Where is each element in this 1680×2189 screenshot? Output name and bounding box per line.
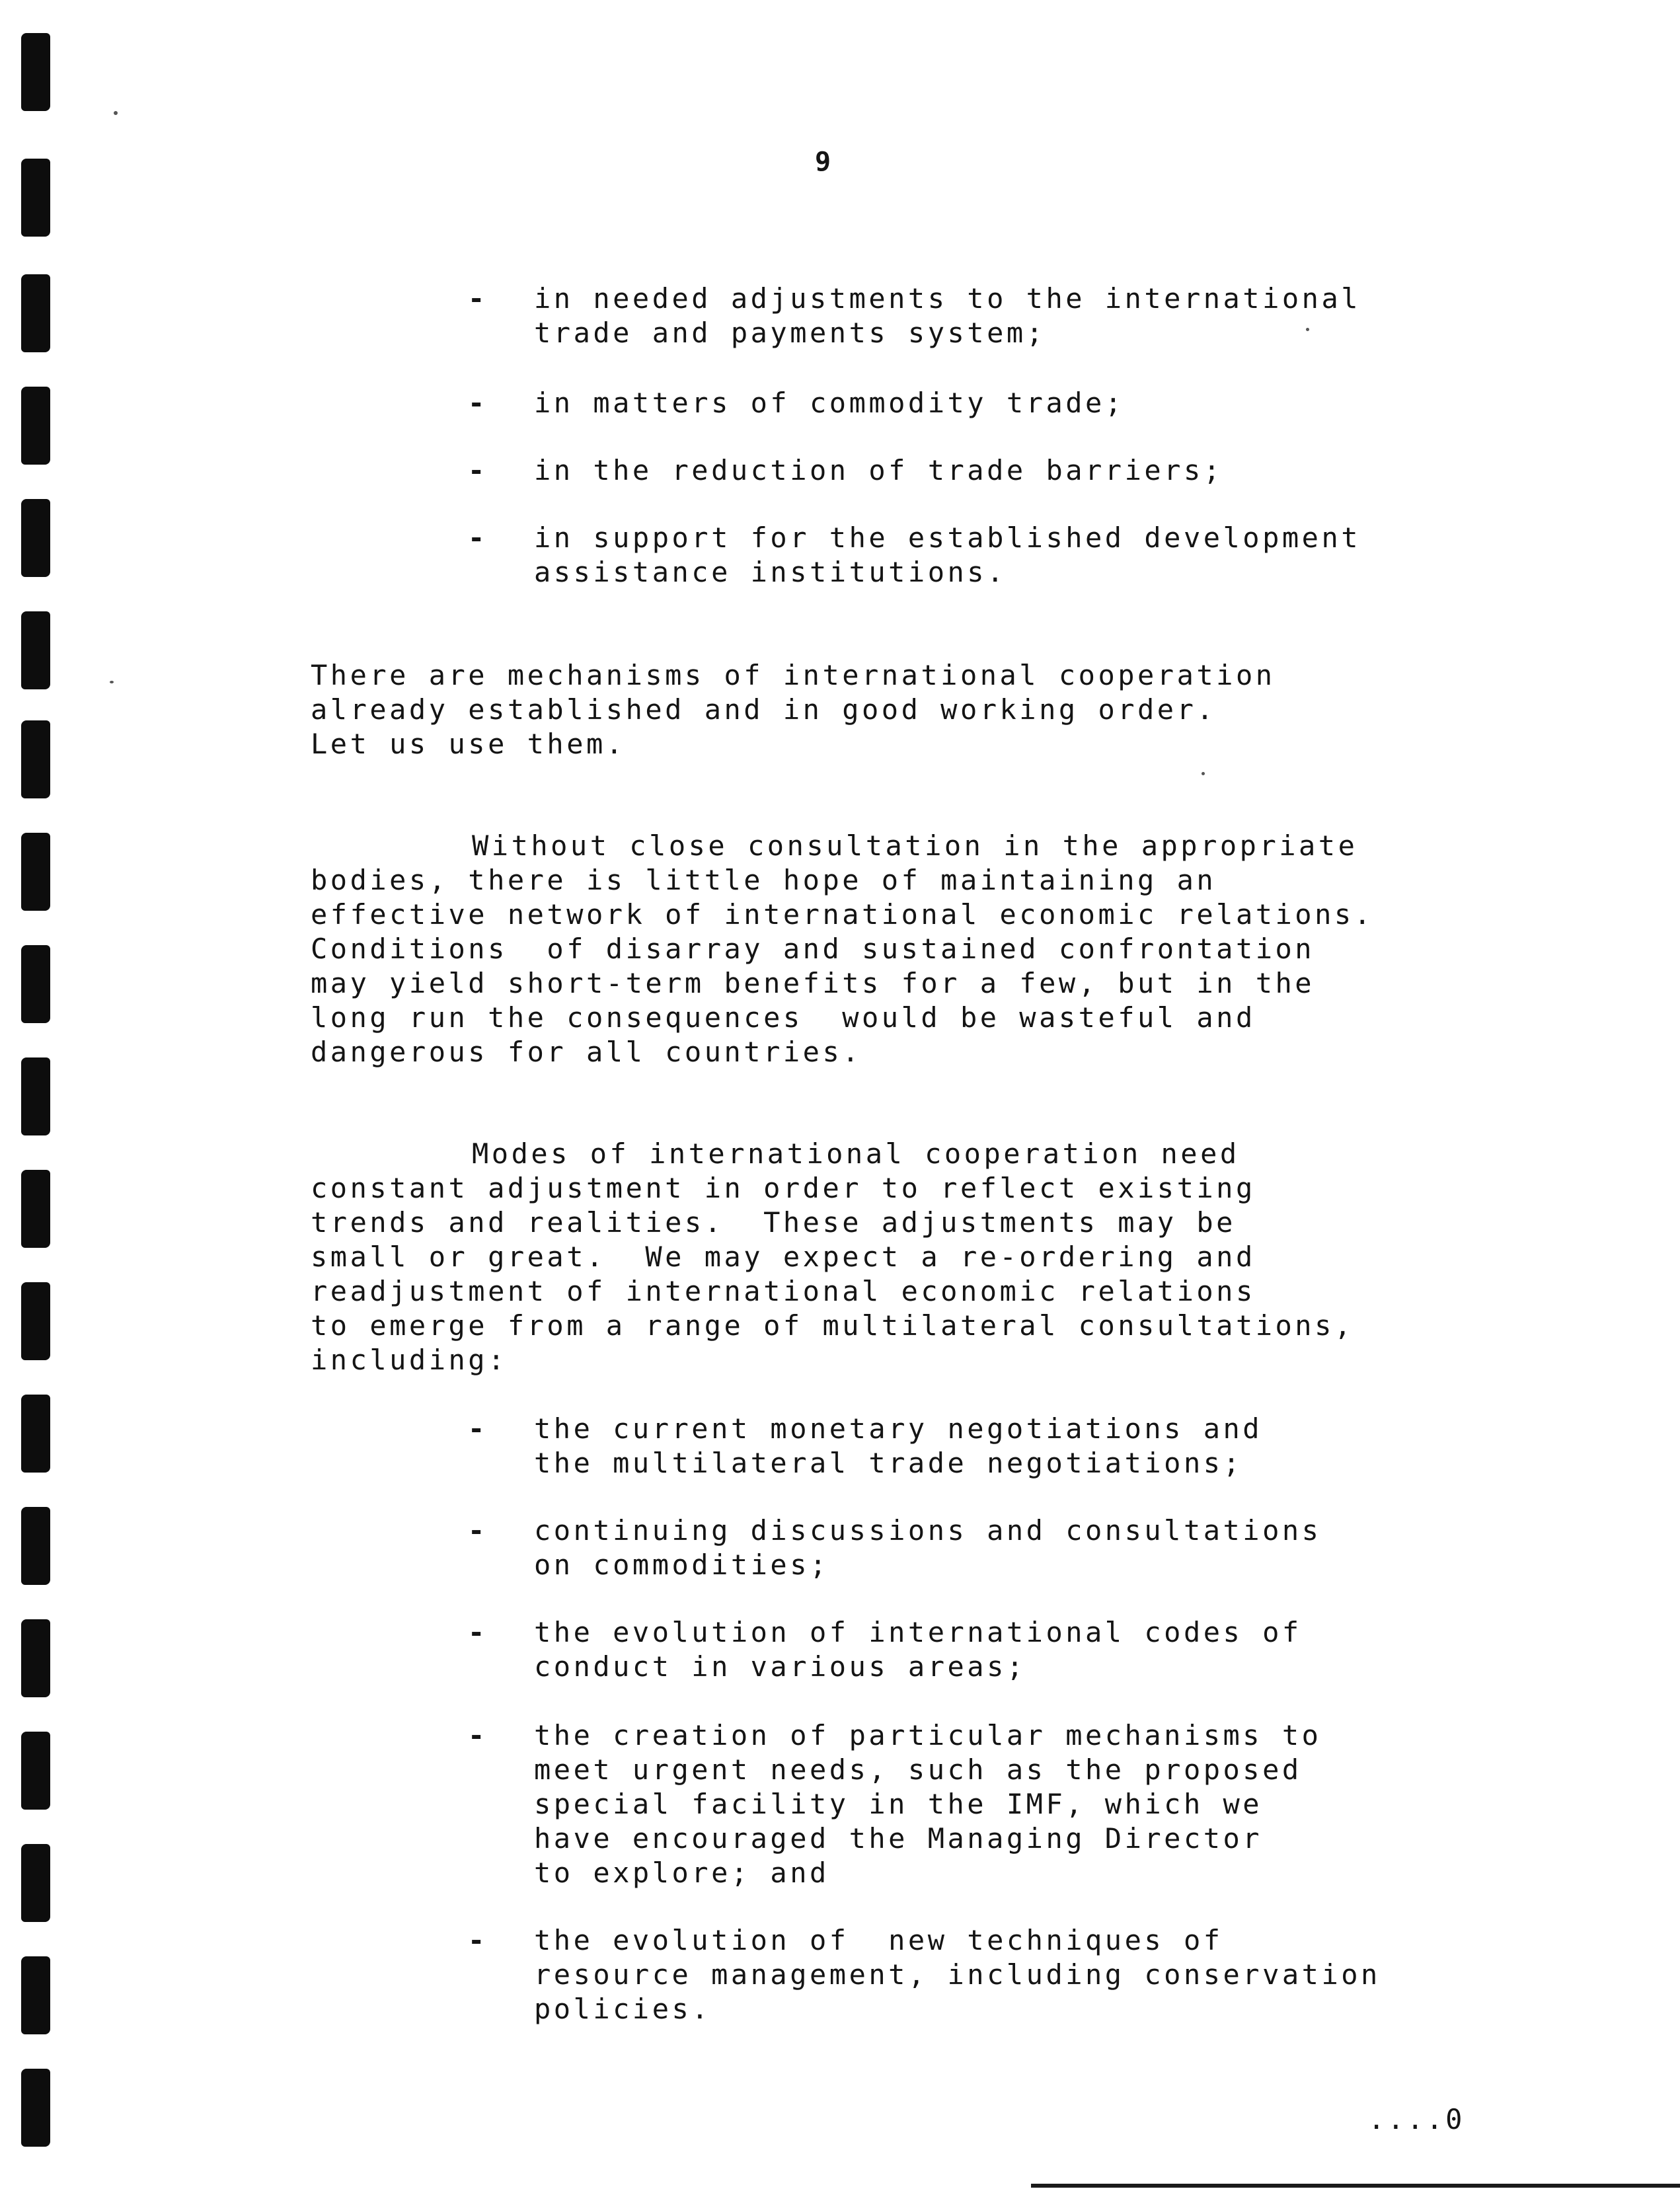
paragraph <box>311 829 1428 1069</box>
list-item-text: in matters of commodity trade; <box>534 387 1125 419</box>
punch-hole <box>21 1395 50 1473</box>
punch-hole <box>21 499 50 577</box>
punch-hole <box>21 1057 50 1135</box>
bullet-dash: - <box>468 1924 485 1956</box>
punch-hole <box>21 33 50 111</box>
punch-hole <box>21 720 50 798</box>
paragraph-block <box>311 1137 1428 1377</box>
punch-hole <box>21 2069 50 2147</box>
bullet-dash: - <box>468 1616 485 1648</box>
list-item-text: in the reduction of trade barriers; <box>534 454 1223 486</box>
paragraph-block <box>311 829 1428 1069</box>
bullet-dash: - <box>468 1514 485 1547</box>
bullet-dash: - <box>468 282 485 315</box>
punch-hole <box>21 1619 50 1697</box>
bullet-dash: - <box>468 1719 485 1751</box>
bullet-dash: - <box>468 387 485 419</box>
bullet-dash: - <box>468 454 485 486</box>
binding-holes <box>0 0 53 2189</box>
page-number: 9 <box>814 147 831 177</box>
bullet-dash: - <box>468 521 485 554</box>
list-item-text: the evolution of new techniques of resource management, including conservation policies. <box>534 1924 1381 2025</box>
bullet-dash: - <box>468 1412 485 1445</box>
list-item-text: in needed adjustments to the international trade and payments system; <box>534 282 1361 349</box>
punch-hole <box>21 1282 50 1360</box>
list-item-text: continuing discussions and consultations on commodities; <box>534 1514 1322 1581</box>
bottom-rule <box>1031 2184 1680 2188</box>
punch-hole <box>21 833 50 911</box>
punch-hole <box>21 1956 50 2034</box>
scan-speck <box>114 111 118 115</box>
list-item-text: the evolution of international codes of conduct in various areas; <box>534 1616 1302 1683</box>
scan-speck <box>110 681 114 683</box>
punch-hole <box>21 159 50 237</box>
punch-hole <box>21 387 50 465</box>
punch-hole <box>21 1732 50 1810</box>
punch-hole <box>21 945 50 1023</box>
paragraph-text: Modes of international cooperation need constant adjustment in order to reflect existing trends and realities. These adjustments may be small or great. We may expect a re-ordering and readjustment of international economic relations to emerge from a range of multilateral consultations, including: <box>311 1137 1354 1376</box>
paragraph: There are mechanisms of international cooperation already established and in good working order. Let us use them. <box>311 659 1276 760</box>
punch-hole <box>21 1170 50 1248</box>
list-item-text: the creation of particular mechanisms to meet urgent needs, such as the proposed special facility in the IMF, which we have encouraged the Managing Director to explore; and <box>534 1719 1322 1889</box>
list-item-text: in support for the established development assistance institutions. <box>534 521 1361 588</box>
scan-speck <box>1306 328 1309 331</box>
punch-hole <box>21 1507 50 1585</box>
continued-marker: ....0 <box>1368 2103 1465 2135</box>
punch-hole <box>21 274 50 352</box>
scan-speck <box>1202 772 1205 775</box>
list-item-text: the current monetary negotiations and the multilateral trade negotiations; <box>534 1412 1263 1479</box>
paragraph-text: Without close consultation in the appropriate bodies, there is little hope of maintaining an effective network of international economic relations. Conditions of disarray and sustained confrontation may yield short-term benefits for a few, but in the long run the consequences would be wasteful and dangerous for all countries. <box>311 829 1374 1068</box>
punch-hole <box>21 1844 50 1922</box>
paragraph <box>311 1137 1428 1377</box>
punch-hole <box>21 611 50 689</box>
